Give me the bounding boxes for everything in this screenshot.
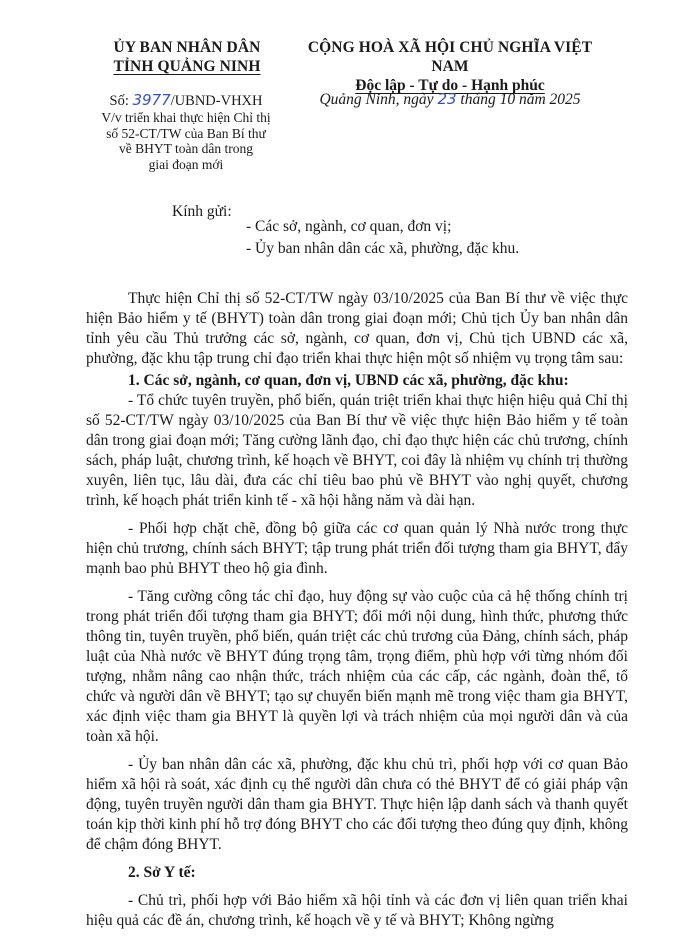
agency-line-2: TỈNH QUẢNG NINH — [113, 58, 261, 75]
section-1-paragraph: - Phối hợp chặt chẽ, đồng bộ giữa các cơ quan quản lý Nhà nước trong thực hiện chủ trương, chính sách BHYT; tập trung phát triển đối tượng tham gia BHYT, đẩy mạnh bao phủ BHYT theo hộ gia đình. — [86, 520, 628, 577]
subject-line: giai đoạn mới — [148, 156, 224, 172]
document-body — [86, 289, 628, 931]
national-motto: Độc lập - Tự do - Hạnh phúc — [355, 77, 545, 94]
intro-paragraph: Thực hiện Chỉ thị số 52-CT/TW ngày 03/10/2025 của Ban Bí thư về việc thực hiện Bảo hiểm y tế (BHYT) toàn dân trong giai đoạn mới; Chủ tịch Ủy ban nhân dân tỉnh yêu cầu Thủ trưởng các sở, ngành, cơ quan, đơn vị, Chủ tịch UBND các xã, phường, đặc khu tập trung chỉ đạo triển khai thực hiện một số nhiệm vụ trọng tâm sau: — [86, 290, 628, 367]
recipient-item: - Các sở, ngành, cơ quan, đơn vị; — [246, 218, 452, 235]
place-date-line — [300, 90, 600, 109]
nation-name: CỘNG HOÀ XÃ HỘI CHỦ NGHĨA VIỆT NAM — [307, 39, 593, 75]
section-1-paragraph: - Tổ chức tuyên truyền, phổ biến, quán triệt triển khai thực hiện hiệu quả Chỉ thị số 52-CT/TW ngày 03/10/2025 của Ban Bí thư về việc thực hiện Bảo hiểm y tế toàn dân trong giai đoạn mới; Tăng cường lãnh đạo, chỉ đạo thực hiện các chủ trương, chính sách, pháp luật, chương trình, kế hoạch về BHYT, coi đây là nhiệm vụ chính trị thường xuyên, liên tục, lâu dài, đưa các chỉ tiêu bao phủ về BHYT vào nghị quyết, chương trình, kế hoạch phát triển kinh tế - xã hội hằng năm và dài hạn. — [86, 392, 628, 509]
section-1-paragraph: - Tăng cường công tác chỉ đạo, huy động sự vào cuộc của cả hệ thống chính trị trong phát triển đối tượng tham gia BHYT; đổi mới nội dung, hình thức, phương thức thông tin, tuyên truyền, phổ biến, quán triệt các chủ trương của Đảng, chính sách, pháp luật của Nhà nước về BHYT đúng trọng tâm, trọng điểm, phù hợp với từng nhóm đối tượng, nhằm nâng cao nhận thức, trách nhiệm của các cấp, các ngành, đoàn thể, tổ chức và người dân về BHYT; tạo sự chuyển biến mạnh mẽ trong việc tham gia BHYT, xác định việc tham gia BHYT là quyền lợi và trách nhiệm của mọi người dân và của toàn xã hội. — [86, 588, 628, 745]
document-number-handwritten: 3977 — [132, 91, 171, 109]
section-1-paragraph: - Ủy ban nhân dân các xã, phường, đặc khu chủ trì, phối hợp với cơ quan Bảo hiểm xã hội rà soát, xác định cụ thể người dân chưa có thẻ BHYT để có giải pháp vận động, tuyên truyền người dân tham gia BHYT. Thực hiện lập danh sách và thanh quyết toán kịp thời kinh phí hỗ trợ đóng BHYT cho các đối tượng theo đúng quy định, không để chậm đóng BHYT. — [86, 756, 628, 853]
document-subject — [86, 110, 286, 172]
agency-line-1: ỦY BAN NHÂN DÂN — [113, 39, 261, 56]
recipient-item: - Ủy ban nhân dân các xã, phường, đặc khu. — [246, 240, 520, 257]
subject-line: số 52-CT/TW của Ban Bí thư — [106, 125, 266, 141]
issuing-agency — [82, 38, 292, 76]
section-1-heading: 1. Các sở, ngành, cơ quan, đơn vị, UBND các xã, phường, đặc khu: — [128, 372, 569, 389]
recipients-label: Kính gửi: — [172, 203, 232, 220]
date-suffix: tháng 10 năm 2025 — [456, 91, 581, 108]
subject-line: về BHYT toàn dân trong — [119, 141, 253, 156]
national-heading — [290, 38, 610, 96]
document-number-suffix: /UBND-VHXH — [170, 93, 263, 109]
section-2-paragraph: - Chủ trì, phối hợp với Bảo hiểm xã hội tỉnh và các đơn vị liên quan triển khai hiệu quả các đề án, chương trình, kế hoạch về y tế và BHYT; Không ngừng — [86, 892, 628, 929]
subject-line: V/v triển khai thực hiện Chỉ thị — [101, 110, 271, 125]
document-number-prefix: Số: — [109, 93, 133, 109]
document-number — [86, 92, 286, 110]
date-prefix: Quảng Ninh, ngày — [319, 91, 438, 108]
section-2-heading: 2. Sở Y tế: — [128, 864, 196, 881]
date-day-handwritten: 23 — [437, 90, 457, 108]
